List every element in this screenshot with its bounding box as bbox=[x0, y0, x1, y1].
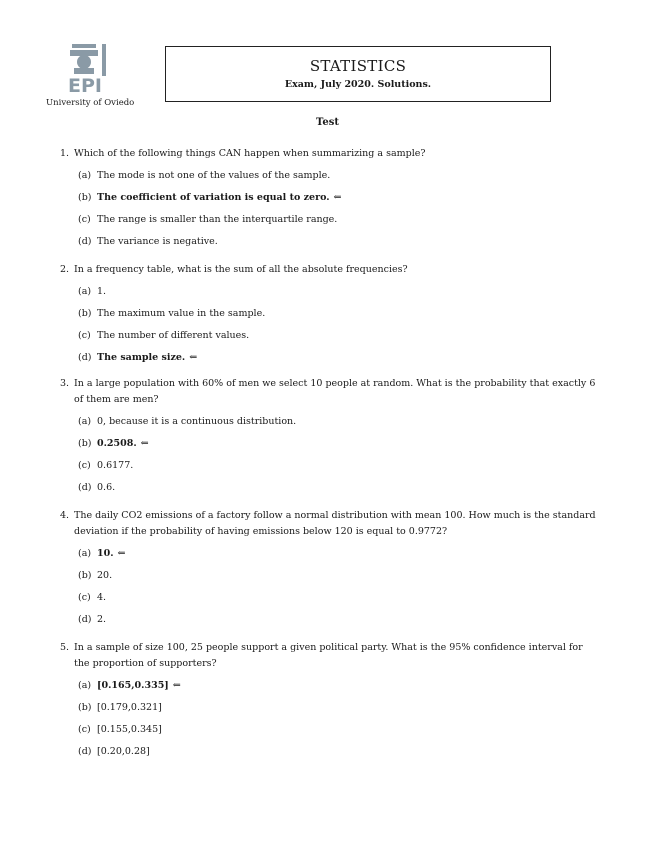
option-label: (a) bbox=[78, 548, 92, 559]
exam-subtitle: Exam, July 2020. Solutions. bbox=[284, 79, 432, 90]
option-text: [0.20,0.28] bbox=[97, 746, 150, 757]
option-4 bbox=[78, 612, 600, 634]
correct-answer-text: [0.165,0.335] bbox=[97, 680, 169, 691]
answer-arrow-icon: ⇐ bbox=[333, 192, 342, 203]
option-1 bbox=[78, 678, 600, 700]
option-list bbox=[78, 678, 600, 766]
question-2 bbox=[60, 262, 600, 372]
option-3 bbox=[78, 590, 600, 612]
option-text: 1. bbox=[97, 286, 107, 297]
option-label: (d) bbox=[78, 482, 92, 493]
option-3 bbox=[78, 458, 600, 480]
option-text: The maximum value in the sample. bbox=[97, 308, 266, 319]
option-label: (d) bbox=[78, 614, 92, 625]
option-text: The number of different values. bbox=[97, 330, 250, 341]
question-number: 5. bbox=[60, 642, 70, 653]
option-label: (d) bbox=[78, 746, 92, 757]
correct-answer-text: 0.2508. bbox=[97, 438, 137, 449]
option-label: (b) bbox=[78, 570, 92, 581]
question-number: 1. bbox=[60, 148, 70, 159]
question-text: In a frequency table, what is the sum of all the absolute frequencies? bbox=[74, 264, 408, 275]
correct-answer-text: 10. bbox=[97, 548, 114, 559]
option-3 bbox=[78, 212, 600, 234]
option-text: 0.6. bbox=[97, 482, 116, 493]
option-list bbox=[78, 546, 600, 634]
option-label: (a) bbox=[78, 170, 92, 181]
option-label: (a) bbox=[78, 680, 92, 691]
question-number: 2. bbox=[60, 264, 70, 275]
option-text: [0.179,0.321] bbox=[97, 702, 162, 713]
option-list bbox=[78, 414, 600, 502]
option-label: (d) bbox=[78, 352, 92, 363]
option-text: 20. bbox=[97, 570, 113, 581]
question-text: In a sample of size 100, 25 people support a given political party. What is the 95% confidence interval for the proportion of supporters? bbox=[74, 642, 583, 669]
question-text: Which of the following things CAN happen when summarizing a sample? bbox=[74, 148, 426, 159]
option-2 bbox=[78, 190, 600, 212]
option-1 bbox=[78, 546, 600, 568]
option-text: The range is smaller than the interquartile range. bbox=[97, 214, 338, 225]
answer-arrow-icon: ⇐ bbox=[189, 352, 198, 363]
question-number: 3. bbox=[60, 378, 70, 389]
option-label: (c) bbox=[78, 724, 91, 735]
option-label: (c) bbox=[78, 460, 91, 471]
option-text: The variance is negative. bbox=[97, 236, 218, 247]
question-number: 4. bbox=[60, 510, 70, 521]
option-label: (d) bbox=[78, 236, 92, 247]
option-4 bbox=[78, 480, 600, 502]
option-text: The mode is not one of the values of the sample. bbox=[97, 170, 331, 181]
option-3 bbox=[78, 328, 600, 350]
title-box bbox=[165, 46, 551, 102]
option-label: (b) bbox=[78, 308, 92, 319]
option-list bbox=[78, 168, 600, 256]
option-text: 4. bbox=[97, 592, 107, 603]
option-2 bbox=[78, 436, 600, 458]
option-text: 0.6177. bbox=[97, 460, 134, 471]
option-2 bbox=[78, 306, 600, 328]
exam-title: STATISTICS bbox=[309, 57, 407, 75]
option-label: (c) bbox=[78, 330, 91, 341]
question-text: In a large population with 60% of men we select 10 people at random. What is the probability that exactly 6 of them are men? bbox=[74, 378, 596, 405]
option-text: 0, because it is a continuous distribution. bbox=[97, 416, 297, 427]
option-2 bbox=[78, 700, 600, 722]
option-1 bbox=[78, 414, 600, 436]
question-1 bbox=[60, 146, 600, 256]
option-2 bbox=[78, 568, 600, 590]
question-3 bbox=[60, 376, 600, 502]
question-5 bbox=[60, 640, 600, 766]
option-3 bbox=[78, 722, 600, 744]
university-logo bbox=[46, 42, 135, 108]
question-text: The daily CO2 emissions of a factory follow a normal distribution with mean 100. How much is the standard deviation if the probability of having emissions below 120 is equal to 0.9772? bbox=[74, 510, 596, 537]
option-label: (c) bbox=[78, 592, 91, 603]
option-4 bbox=[78, 234, 600, 256]
correct-answer-text: The coefficient of variation is equal to zero. bbox=[97, 192, 330, 203]
option-label: (a) bbox=[78, 286, 92, 297]
epi-crest-icon bbox=[68, 42, 114, 96]
svg-text:EPI: EPI bbox=[68, 75, 102, 96]
answer-arrow-icon: ⇐ bbox=[117, 548, 126, 559]
option-label: (b) bbox=[78, 438, 92, 449]
option-4 bbox=[78, 350, 600, 372]
option-text: [0.155,0.345] bbox=[97, 724, 162, 735]
section-title: Test bbox=[316, 117, 339, 128]
correct-answer-text: The sample size. bbox=[97, 352, 186, 363]
option-list bbox=[78, 284, 600, 372]
option-1 bbox=[78, 168, 600, 190]
option-label: (b) bbox=[78, 702, 92, 713]
answer-arrow-icon: ⇐ bbox=[172, 680, 181, 691]
university-name: University of Oviedo bbox=[46, 98, 135, 108]
option-1 bbox=[78, 284, 600, 306]
option-text: 2. bbox=[97, 614, 107, 625]
option-label: (b) bbox=[78, 192, 92, 203]
answer-arrow-icon: ⇐ bbox=[140, 438, 149, 449]
option-4 bbox=[78, 744, 600, 766]
option-label: (c) bbox=[78, 214, 91, 225]
question-4 bbox=[60, 508, 600, 634]
option-label: (a) bbox=[78, 416, 92, 427]
